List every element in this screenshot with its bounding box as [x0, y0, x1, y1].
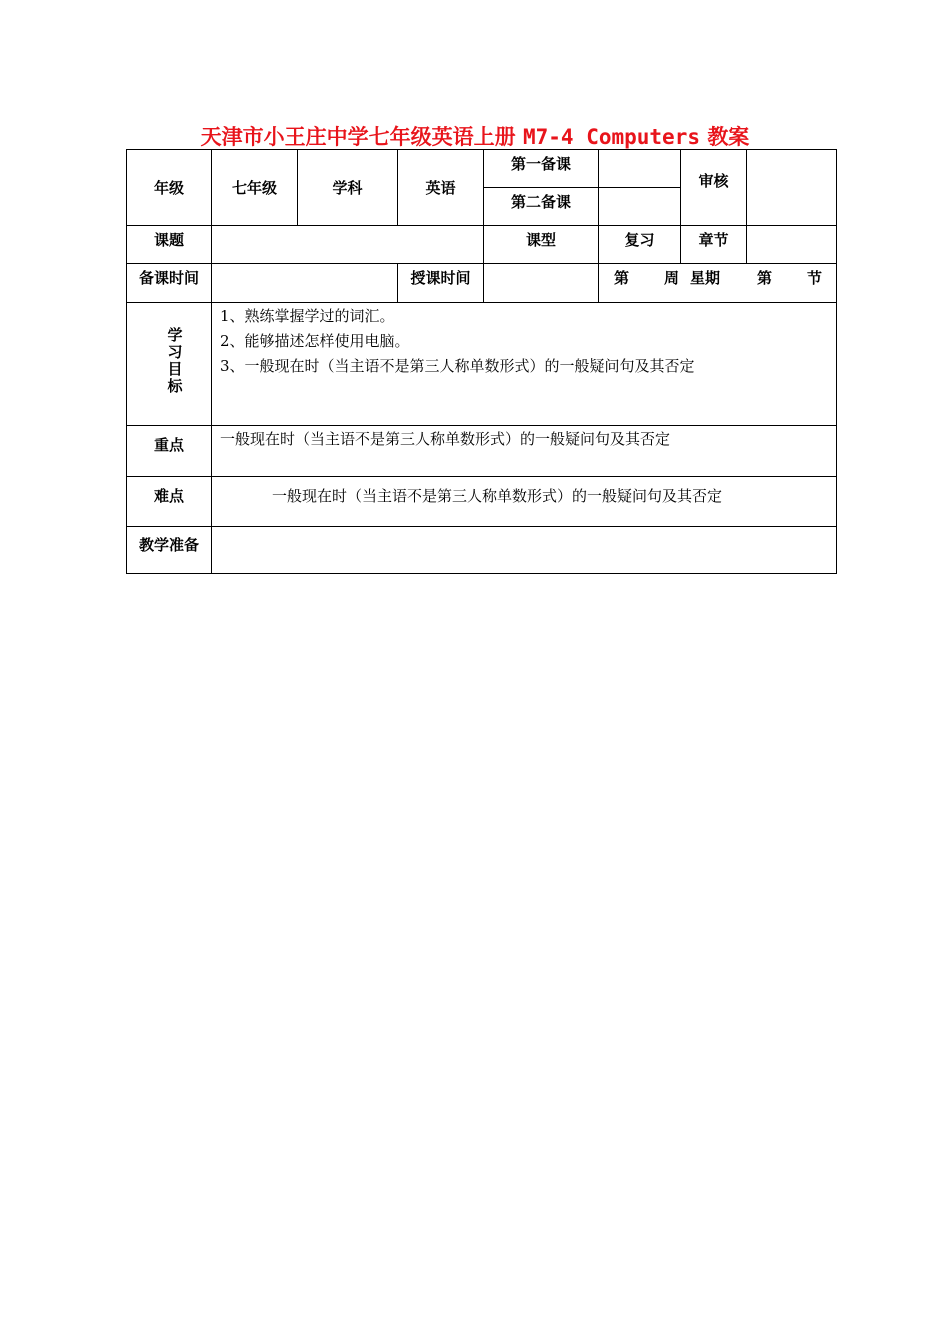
goals-label-char-1: 学 [167, 326, 183, 344]
row-divider-6 [126, 526, 837, 527]
week-prefix: 第 [614, 269, 630, 287]
first-prep-label: 第一备课 [510, 154, 571, 173]
chapter-label: 章节 [698, 231, 729, 249]
preparation-label: 教学准备 [138, 535, 199, 554]
subject-value: 英语 [425, 179, 456, 197]
weekday-label: 星期 [690, 269, 721, 287]
lesson-type-value: 复习 [624, 231, 655, 249]
lesson-type-label: 课型 [525, 231, 556, 249]
goal-item-1: 1、熟练掌握学过的词汇。 [220, 307, 395, 325]
period-prefix: 第 [757, 269, 773, 287]
grade-value: 七年级 [231, 179, 277, 197]
week-suffix: 周 [664, 269, 680, 287]
period-suffix: 节 [807, 269, 823, 287]
key-point-text: 一般现在时（当主语不是第三人称单数形式）的一般疑问句及其否定 [220, 430, 671, 448]
goal-item-2: 2、能够描述怎样使用电脑。 [220, 332, 410, 350]
title-part-1: 天津市小王庄中学七年级英语上册 [200, 124, 516, 149]
teach-time-label: 授课时间 [410, 269, 471, 287]
difficulty-text: 一般现在时（当主语不是第三人称单数形式）的一般疑问句及其否定 [272, 486, 723, 505]
goals-label [127, 325, 223, 397]
goals-label-char-4: 标 [167, 377, 183, 395]
schedule-cell [599, 264, 836, 291]
table-border-bottom [126, 573, 837, 574]
subject-label: 学科 [332, 179, 363, 197]
title-part-2: M7-4 Computers [522, 125, 700, 149]
lesson-plan-table [126, 149, 837, 574]
goals-list [220, 304, 695, 379]
title-part-3: 教案 [707, 124, 750, 149]
document-title [0, 121, 950, 151]
grade-label: 年级 [153, 179, 184, 197]
key-point-label: 重点 [153, 435, 184, 454]
second-prep-label: 第二备课 [510, 193, 571, 211]
goal-item-3: 3、一般现在时（当主语不是第三人称单数形式）的一般疑问句及其否定 [220, 357, 695, 375]
table-border-right [836, 149, 837, 574]
prep-time-label: 备课时间 [138, 269, 199, 287]
difficulty-label: 难点 [153, 486, 184, 505]
review-label: 审核 [698, 172, 729, 190]
goals-label-char-2: 习 [167, 343, 183, 361]
goals-label-char-3: 目 [167, 360, 183, 378]
col-divider-review-value [746, 149, 747, 264]
row-divider-3 [126, 302, 837, 303]
topic-label: 课题 [153, 231, 184, 249]
